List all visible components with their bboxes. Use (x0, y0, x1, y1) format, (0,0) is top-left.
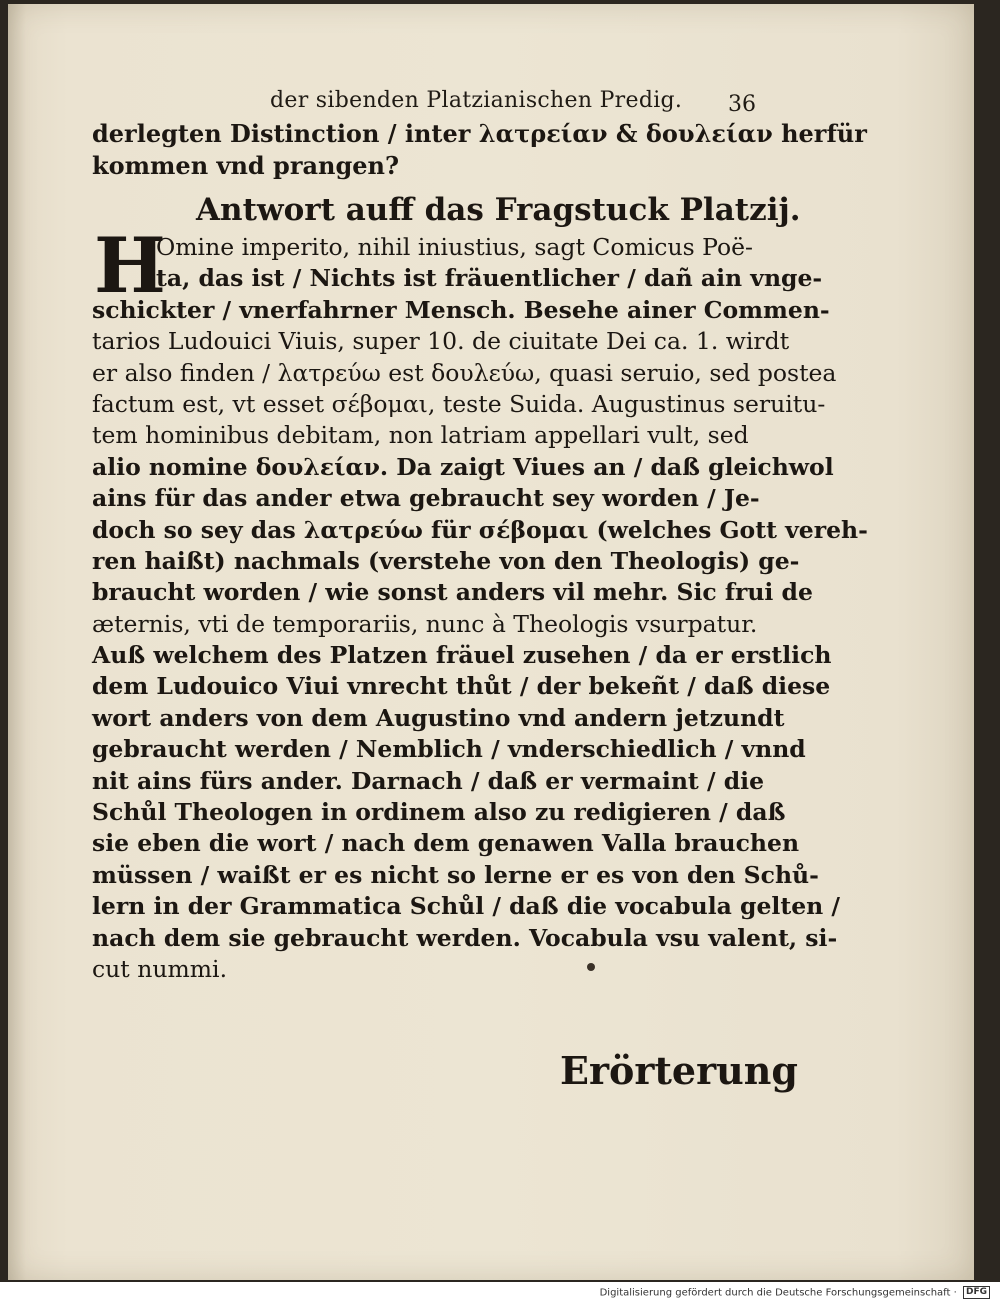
text-line: doch so sey das λατρεύω für σέβομαι (welches Gott vereh- (92, 515, 868, 544)
text-line: schickter / vnerfahrner Mensch. Besehe ainer Commen- (92, 295, 830, 324)
text-line: nach dem sie gebraucht werden. Vocabula vsu valent, si- (92, 923, 838, 952)
footer-text: Digitalisierung gefördert durch die Deutsche Forschungsgemeinschaft · (599, 1287, 957, 1299)
text-line: müssen / waißt er es nicht so lerne er es von den Schů- (92, 860, 819, 889)
dfg-logo: DFG (963, 1286, 990, 1299)
top-lines (92, 118, 867, 181)
drop-cap-initial: H (94, 221, 166, 310)
text-line: braucht worden / wie sonst anders vil mehr. Sic frui de (92, 578, 813, 607)
text-line: ren haißt) nachmals (verstehe von den Theologis) ge- (92, 546, 800, 575)
text-line: tarios Ludouici Viuis, super 10. de ciuitate Dei ca. 1. wirdt (92, 327, 790, 356)
text-line: nit ains fürs ander. Darnach / daß er vermaint / die (92, 766, 765, 795)
text-line: ta, das ist / Nichts ist fräuentlicher / dañ ain vnge- (156, 264, 823, 293)
text-line: gebraucht werden / Nemblich / vnderschiedlich / vnnd (92, 735, 806, 764)
running-head: der sibenden Platzianischen Predig. (270, 88, 683, 113)
text-line: alio nomine δουλείαν. Da zaigt Viues an / daß gleichwol (92, 452, 834, 481)
text-line: er also finden / λατρεύω est δουλεύω, quasi seruio, sed postea (92, 358, 837, 387)
text-line: dem Ludouico Viui vnrecht thůt / der bekeñt / daß diese (92, 672, 831, 701)
text-line: sie eben die wort / nach dem genawen Valla brauchen (92, 829, 800, 858)
digitization-footer (600, 1286, 990, 1299)
catchword: Erörterung (560, 1048, 798, 1093)
page-number: 36 (728, 92, 756, 117)
text-line: æternis, vti de temporariis, nunc à Theologis vsurpatur. (92, 609, 758, 638)
text-line: Omine imperito, nihil iniustius, sagt Comicus Poë- (156, 233, 753, 261)
text-line: Auß welchem des Platzen fräuel zusehen / da er erstlich (92, 641, 832, 670)
text-line: factum est, vt esset σέβομαι, teste Suida. Augustinus seruitu- (92, 389, 826, 418)
text-line: Schůl Theologen in ordinem also zu redigieren / daß (92, 798, 786, 827)
text-line: ains für das ander etwa gebraucht sey worden / Je- (92, 484, 760, 513)
text-line: tem hominibus debitam, non latriam appellari vult, sed (92, 421, 749, 450)
text-line: lern in der Grammatica Schůl / daß die vocabula gelten / (92, 892, 840, 921)
ornament-dot (587, 963, 595, 971)
text-line: wort anders von dem Augustino vnd andern jetzundt (92, 703, 785, 732)
text-line: cut nummi. (92, 954, 228, 983)
text-line: derlegten Distinction / inter λατρείαν & δουλείαν herfür (92, 119, 867, 148)
section-heading: Antwort auff das Fragstuck Platzij. (196, 192, 801, 228)
text-line: kommen vnd prangen? (92, 150, 400, 180)
body-text (92, 232, 868, 985)
